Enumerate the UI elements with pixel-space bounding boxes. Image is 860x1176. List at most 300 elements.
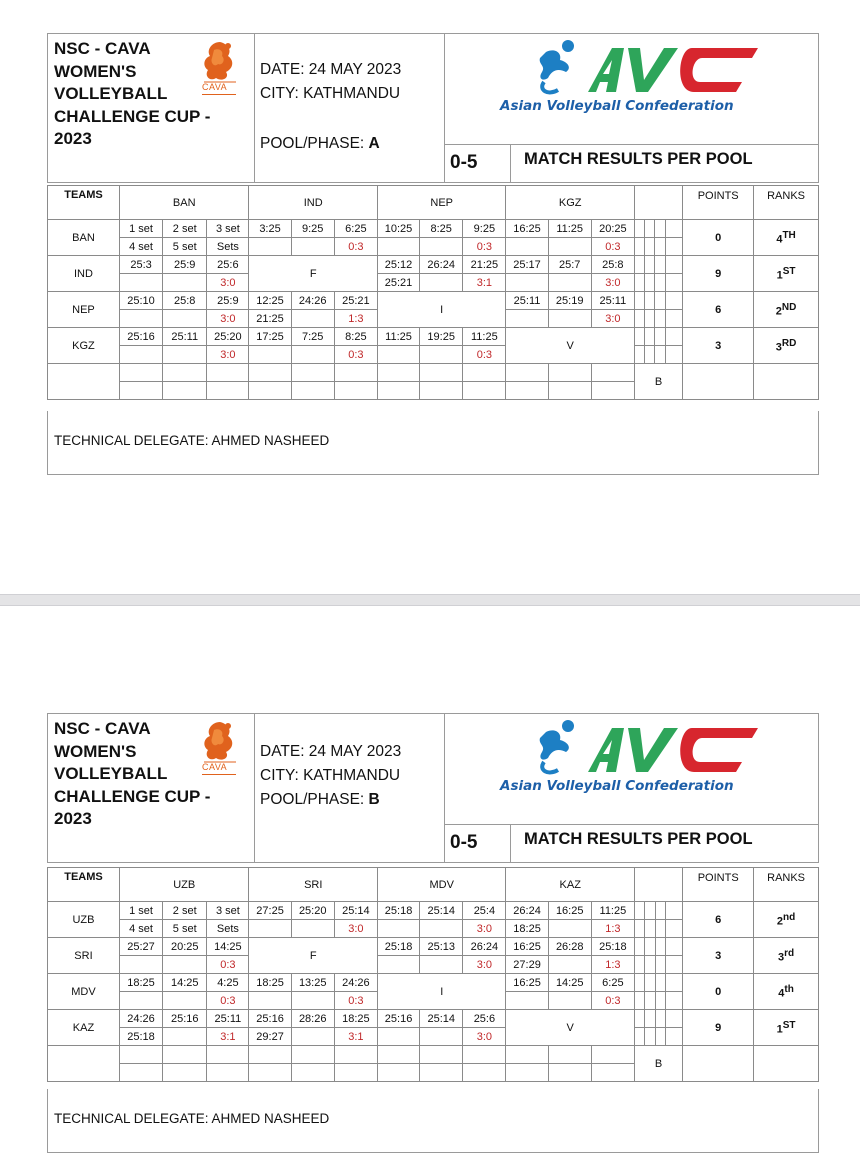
technical-delegate: TECHNICAL DELEGATE: AHMED NASHEED [54,433,330,448]
set-score: 26:24 [506,902,548,920]
rank-number: 2 [776,915,784,928]
set-score: 3:25 [249,220,291,238]
team-points: 0 [683,974,754,1010]
technical-delegate-box [47,1089,819,1153]
diagonal-cell: V [506,1010,634,1046]
row-team-label: UZB [48,902,120,938]
set-score: 18:25 [334,1010,377,1028]
set-score: 25:19 [548,292,591,310]
match-result: 3:1 [334,1028,377,1046]
blank-cell [291,364,334,382]
team-points: 6 [683,292,754,328]
set-score [249,238,291,256]
set-score: 16:25 [506,938,548,956]
competition-title-line: CHALLENGE CUP - [54,106,211,126]
avc-logo [488,38,788,118]
set-score: 11:25 [463,328,506,346]
blank-cell [645,346,655,364]
volleyball-player-icon [488,38,788,100]
set-score [163,992,207,1010]
set-score: 14:25 [548,974,591,992]
blank-cell [506,1064,548,1082]
blank-cell [665,1028,682,1046]
set-score: 25:21 [334,292,377,310]
table-row [48,256,819,274]
team-points: 0 [683,220,754,256]
pool-phase [260,788,380,812]
set-score [420,274,463,292]
set-score: 16:25 [506,220,548,238]
blank-cell [378,1046,420,1064]
blank-cell [645,256,655,274]
blank-cell [634,920,644,938]
blank-cell [119,1064,162,1082]
set-score: 9:25 [463,220,506,238]
set-score: 24:26 [291,292,334,310]
blank-cell [591,1046,634,1064]
team-points: 3 [683,328,754,364]
match-result: 3:0 [463,1028,506,1046]
rank-suffix: ST [782,1019,796,1031]
team-rank [754,220,819,256]
set-score [548,274,591,292]
set-score: 25:17 [506,256,548,274]
competition-title-line: VOLLEYBALL [54,764,168,783]
blank-cell [665,956,682,974]
blank-cell [655,902,665,920]
set-score: 10:25 [377,220,419,238]
blank-cell [119,364,162,382]
blank-cell [291,382,334,400]
blank-cell [645,974,655,992]
blank-cell [665,292,682,310]
competition-title-line: 2023 [54,809,92,828]
blank-cell [249,1046,291,1064]
match-result: 3:1 [463,274,506,292]
match-result: 3:0 [591,310,634,328]
competition-title-line: WOMEN'S [54,61,137,81]
blank-cell [249,382,291,400]
points-header: POINTS [683,186,754,220]
set-score: 11:25 [377,328,419,346]
blank-cell [463,382,506,400]
competition-title-line: 2023 [54,129,92,148]
set-score: 25:18 [378,938,420,956]
results-table [47,185,819,400]
blank-cell [634,220,644,238]
set-score: 25:7 [548,256,591,274]
blank-cell [665,274,682,292]
set-score [163,310,207,328]
match-result: 3:0 [207,346,249,364]
set-score: 6:25 [591,974,634,992]
set-label: 3 set [207,220,249,238]
blank-cell [463,1046,506,1064]
team-points: 6 [683,902,754,938]
pool-phase-label: POOL/PHASE: [260,135,365,152]
cava-logo [198,38,242,98]
set-score [420,238,463,256]
form-title: MATCH RESULTS PER POOL [524,150,753,168]
blank-cell [119,1046,162,1064]
blank-cell [655,938,665,956]
set-score: 25:3 [119,256,162,274]
blank-cell [249,1064,291,1082]
blank-cell [655,292,665,310]
set-score: 19:25 [420,328,463,346]
set-label: 5 set [163,920,207,938]
match-result: 0:3 [207,992,249,1010]
set-score: 6:25 [334,220,377,238]
set-score: 25:4 [463,902,506,920]
set-score: 8:25 [334,328,377,346]
blank-cell [207,1064,249,1082]
table-row [48,902,819,920]
set-score [548,310,591,328]
set-score [119,310,162,328]
blank-cell [119,382,162,400]
blank-cell [683,1046,754,1082]
set-score [378,920,420,938]
set-score: 25:16 [249,1010,291,1028]
blank-cell [378,1064,420,1082]
set-score: 25:18 [119,1028,162,1046]
blank-cell [634,974,644,992]
rank-suffix: rd [784,947,795,959]
table-row [48,938,819,956]
set-score [378,956,420,974]
blank-cell [207,382,249,400]
column-team-header: MDV [378,868,506,902]
blank-cell [655,256,665,274]
table-row [48,364,819,382]
match-city: CITY: KATHMANDU [260,85,401,102]
set-score: 25:20 [207,328,249,346]
blank-cell [420,364,463,382]
cava-logo-text: CAVA [202,762,228,772]
set-score: 25:11 [591,292,634,310]
set-score: 13:25 [291,974,334,992]
set-score: 25:14 [420,1010,463,1028]
set-label: 3 set [207,902,249,920]
extra-columns-header [634,186,682,220]
blank-cell [377,364,419,382]
match-result: 0:3 [591,992,634,1010]
form-code: 0-5 [450,832,478,853]
blank-cell [548,364,591,382]
match-date: DATE: 24 MAY 2023 [260,61,402,78]
set-score: 17:25 [249,328,291,346]
set-score [163,956,207,974]
blank-cell [655,238,665,256]
column-team-header: NEP [377,186,505,220]
set-score: 25:11 [506,292,548,310]
table-row [48,292,819,310]
blank-cell [634,1010,644,1028]
match-result: 0:3 [207,956,249,974]
rank-number: 3 [775,341,782,354]
blank-cell [548,1064,591,1082]
set-score: 25:6 [463,1010,506,1028]
set-score: 25:8 [163,292,207,310]
set-score [377,238,419,256]
diagonal-cell: F [249,938,378,974]
set-score [249,992,291,1010]
set-score [378,1028,420,1046]
blank-cell [665,902,682,920]
set-score [506,992,548,1010]
form-code: 0-5 [450,152,478,173]
rank-number: 1 [776,269,783,282]
rank-suffix: ND [781,301,797,313]
set-label: 2 set [163,220,207,238]
blank-cell [645,956,655,974]
volleyball-player-icon [488,718,788,780]
sheet-header [47,33,819,183]
set-score [506,274,548,292]
set-score: 18:25 [249,974,291,992]
blank-cell [655,220,665,238]
extra-b-cell: B [634,364,682,400]
match-result: 0:3 [334,346,377,364]
blank-cell [655,992,665,1010]
blank-cell [634,956,644,974]
blank-cell [655,310,665,328]
team-points: 9 [683,256,754,292]
set-score: 25:18 [378,902,420,920]
set-score [291,238,334,256]
table-row [48,974,819,992]
blank-cell [665,328,682,346]
blank-cell [634,292,644,310]
rank-number: 3 [778,951,785,964]
diagonal-cell: I [378,974,506,1010]
set-score: 11:25 [591,902,634,920]
competition-title-line: NSC - CAVA [54,719,151,738]
set-score: 25:16 [378,1010,420,1028]
set-score [420,956,463,974]
set-score: 27:25 [249,902,291,920]
competition-title-line: WOMEN'S [54,741,137,761]
set-score: 25:9 [207,292,249,310]
column-team-header: KAZ [506,868,634,902]
blank-cell [48,1046,120,1082]
set-score [420,920,463,938]
blank-cell [163,382,207,400]
set-score: 25:14 [334,902,377,920]
column-team-header: KGZ [506,186,634,220]
pool-phase-value: B [368,791,380,808]
set-label: Sets [207,920,249,938]
blank-cell [655,1010,665,1028]
avc-caption: Asian Volleyball Confederation [500,98,734,114]
match-result: 1:3 [591,920,634,938]
rank-suffix: TH [782,229,796,241]
row-team-label: IND [48,256,120,292]
blank-cell [291,1046,334,1064]
blank-cell [634,902,644,920]
set-score [506,238,548,256]
set-score [291,310,334,328]
column-team-header: IND [249,186,378,220]
set-score [377,346,419,364]
set-score [291,1028,334,1046]
match-result: 0:3 [334,238,377,256]
set-score: 28:26 [291,1010,334,1028]
set-label: 1 set [119,220,162,238]
set-score: 25:8 [591,256,634,274]
form-title: MATCH RESULTS PER POOL [524,830,753,848]
blank-cell [754,1046,819,1082]
blank-cell [655,956,665,974]
set-score: 25:11 [207,1010,249,1028]
column-team-header: UZB [119,868,249,902]
team-rank [754,292,819,328]
blank-cell [645,220,655,238]
blank-cell [634,1028,644,1046]
blank-cell [463,364,506,382]
set-score: 25:13 [420,938,463,956]
blank-cell [655,274,665,292]
pool-phase [260,132,380,156]
team-rank [754,256,819,292]
column-team-header: BAN [119,186,249,220]
set-score: 14:25 [207,938,249,956]
extra-columns-header [634,868,682,902]
blank-cell [665,238,682,256]
rank-number: 4 [778,987,785,1000]
set-score [420,1028,463,1046]
set-score [119,274,162,292]
blank-cell [645,310,655,328]
table-row [48,1010,819,1028]
set-label: 1 set [119,902,162,920]
teams-header: TEAMS [48,868,120,902]
teams-header: TEAMS [48,186,120,220]
blank-cell [634,938,644,956]
set-score: 25:11 [163,328,207,346]
blank-cell [334,1046,377,1064]
ranks-header: RANKS [754,186,819,220]
set-label: 5 set [163,238,207,256]
diagonal-cell: I [377,292,505,328]
rank-suffix: RD [781,337,797,349]
set-score: 29:27 [249,1028,291,1046]
row-team-label: BAN [48,220,120,256]
avc-logo-text [488,38,490,39]
set-score: 25:21 [377,274,419,292]
avc-caption: Asian Volleyball Confederation [500,778,734,794]
blank-cell [207,364,249,382]
blank-cell [645,920,655,938]
cava-logo-text: CAVA [202,82,228,92]
page-separator [0,594,860,606]
rank-suffix: ST [782,265,796,277]
blank-cell [645,1028,655,1046]
set-score [119,346,162,364]
set-score: 16:25 [548,902,591,920]
set-score: 25:16 [163,1010,207,1028]
set-score: 25:18 [591,938,634,956]
match-result: 3:0 [463,956,506,974]
match-result: 3:0 [207,274,249,292]
set-score: 26:24 [463,938,506,956]
blank-cell [655,974,665,992]
match-result: 1:3 [591,956,634,974]
set-score: 27:29 [506,956,548,974]
set-score: 16:25 [506,974,548,992]
blank-cell [645,902,655,920]
results-grid [47,185,819,413]
blank-cell [334,382,377,400]
blank-cell [634,346,644,364]
team-points: 9 [683,1010,754,1046]
set-score [249,346,291,364]
set-score [506,310,548,328]
blank-cell [645,992,655,1010]
match-result: 3:0 [334,920,377,938]
set-score: 4:25 [207,974,249,992]
set-score: 14:25 [163,974,207,992]
blank-cell [645,274,655,292]
blank-cell [591,1064,634,1082]
match-date: DATE: 24 MAY 2023 [260,743,402,760]
set-score: 25:20 [291,902,334,920]
results-grid [47,867,819,1095]
competition-title-line: NSC - CAVA [54,39,151,58]
row-team-label: NEP [48,292,120,328]
avc-logo [488,718,788,798]
set-score [163,1028,207,1046]
sheet-header [47,713,819,863]
blank-cell [645,238,655,256]
table-row [48,220,819,238]
pool-phase-value: A [368,135,380,152]
set-score: 7:25 [291,328,334,346]
blank-cell [548,382,591,400]
set-score: 25:6 [207,256,249,274]
set-label: Sets [207,238,249,256]
set-score [291,346,334,364]
set-score [163,274,207,292]
set-score: 25:16 [119,328,162,346]
blank-cell [665,992,682,1010]
match-result: 0:3 [463,238,506,256]
set-score [548,920,591,938]
team-points: 3 [683,938,754,974]
table-row [48,328,819,346]
set-score [548,992,591,1010]
set-score [119,956,162,974]
blank-cell [655,1028,665,1046]
set-score: 18:25 [506,920,548,938]
blank-cell [655,328,665,346]
rank-suffix: nd [783,911,796,923]
match-result: 0:3 [591,238,634,256]
points-header: POINTS [683,868,754,902]
cava-logo [198,718,242,778]
team-rank [754,902,819,938]
set-score: 25:14 [420,902,463,920]
row-team-label: MDV [48,974,120,1010]
match-result: 0:3 [463,346,506,364]
team-rank [754,328,819,364]
diagonal-cell: V [506,328,634,364]
blank-cell [665,310,682,328]
row-team-label: KGZ [48,328,120,364]
blank-cell [634,328,644,346]
set-score: 26:28 [548,938,591,956]
